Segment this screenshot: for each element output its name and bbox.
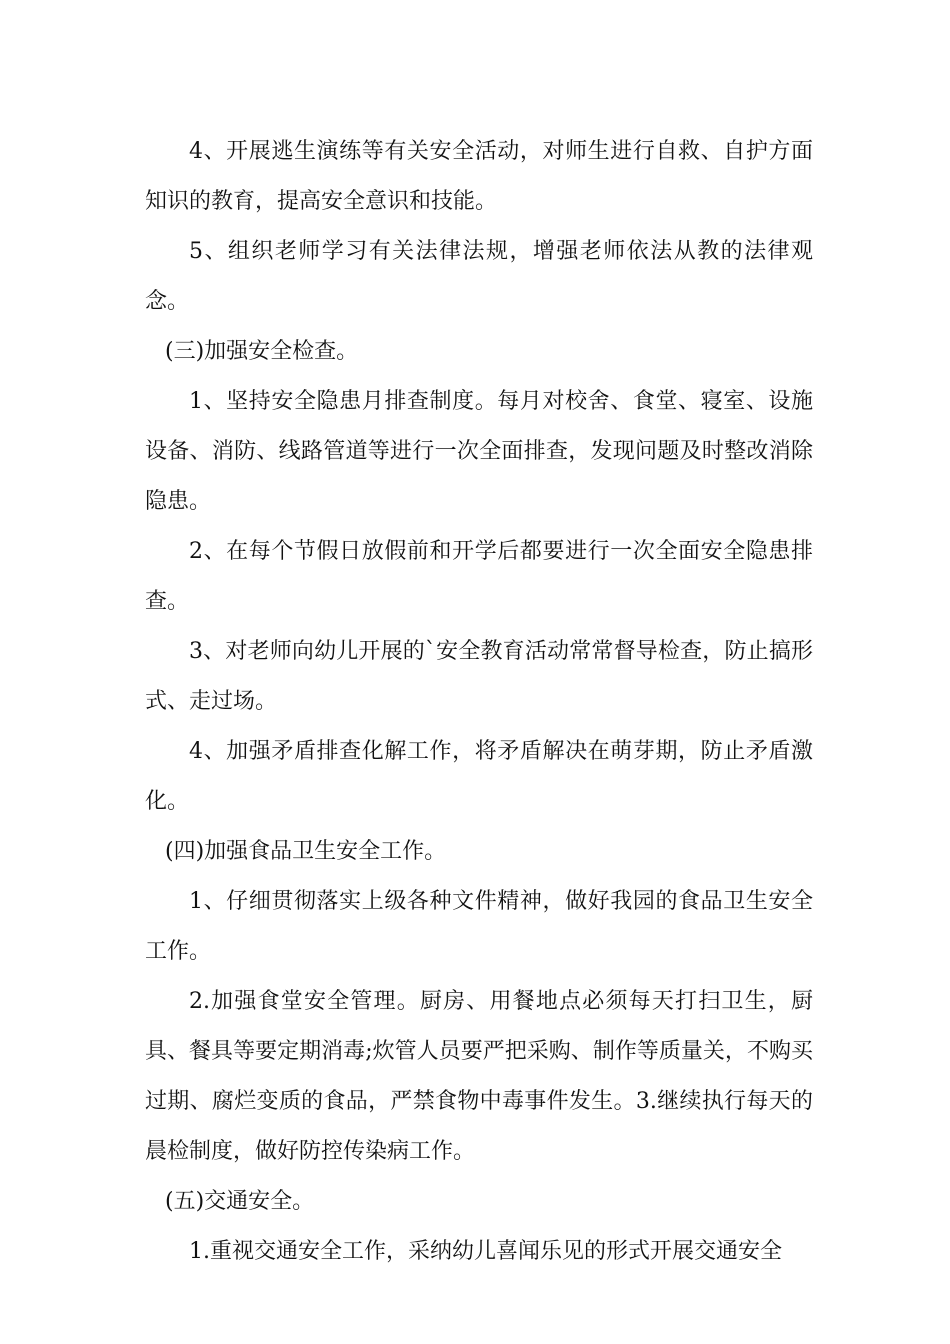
paragraph-item-1-monthly-check: 1、坚持安全隐患月排查制度。每月对校舍、食堂、寝室、设施设备、消防、线路管道等进行一次全面排查，发现问题及时整改消除隐患。 xyxy=(145,389,813,514)
document-page xyxy=(145,127,813,1277)
paragraph-item-4-drill: 4、开展逃生演练等有关安全活动，对师生进行自救、自护方面知识的教育，提高安全意识和技能。 xyxy=(145,139,813,214)
paragraph-item-1-food-safety: 1、仔细贯彻落实上级各种文件精神，做好我园的食品卫生安全工作。 xyxy=(145,889,813,964)
paragraph-item-5-law-study: 5、组织老师学习有关法律法规，增强老师依法从教的法律观念。 xyxy=(145,239,813,314)
paragraph-item-1-traffic: 1.重视交通安全工作，采纳幼儿喜闻乐见的形式开展交通安全 xyxy=(189,1239,782,1264)
paragraph-item-2-holiday-check: 2、在每个节假日放假前和开学后都要进行一次全面安全隐患排查。 xyxy=(145,539,813,614)
section-heading-5: (五)交通安全。 xyxy=(165,1189,315,1214)
paragraph-item-3-supervision: 3、对老师向幼儿开展的`安全教育活动常常督导检查，防止搞形式、走过场。 xyxy=(145,639,813,714)
paragraph-item-4-conflict: 4、加强矛盾排查化解工作，将矛盾解决在萌芽期，防止矛盾激化。 xyxy=(145,739,813,814)
section-heading-3: (三)加强安全检查。 xyxy=(165,339,359,364)
section-heading-4: (四)加强食品卫生安全工作。 xyxy=(165,839,447,864)
paragraph-item-2-canteen: 2.加强食堂安全管理。厨房、用餐地点必须每天打扫卫生，厨具、餐具等要定期消毒;炊管人员要严把采购、制作等质量关，不购买过期、腐烂变质的食品，严禁食物中毒事件发生。3.继续执行每天的晨检制度，做好防控传染病工作。 xyxy=(145,989,813,1164)
